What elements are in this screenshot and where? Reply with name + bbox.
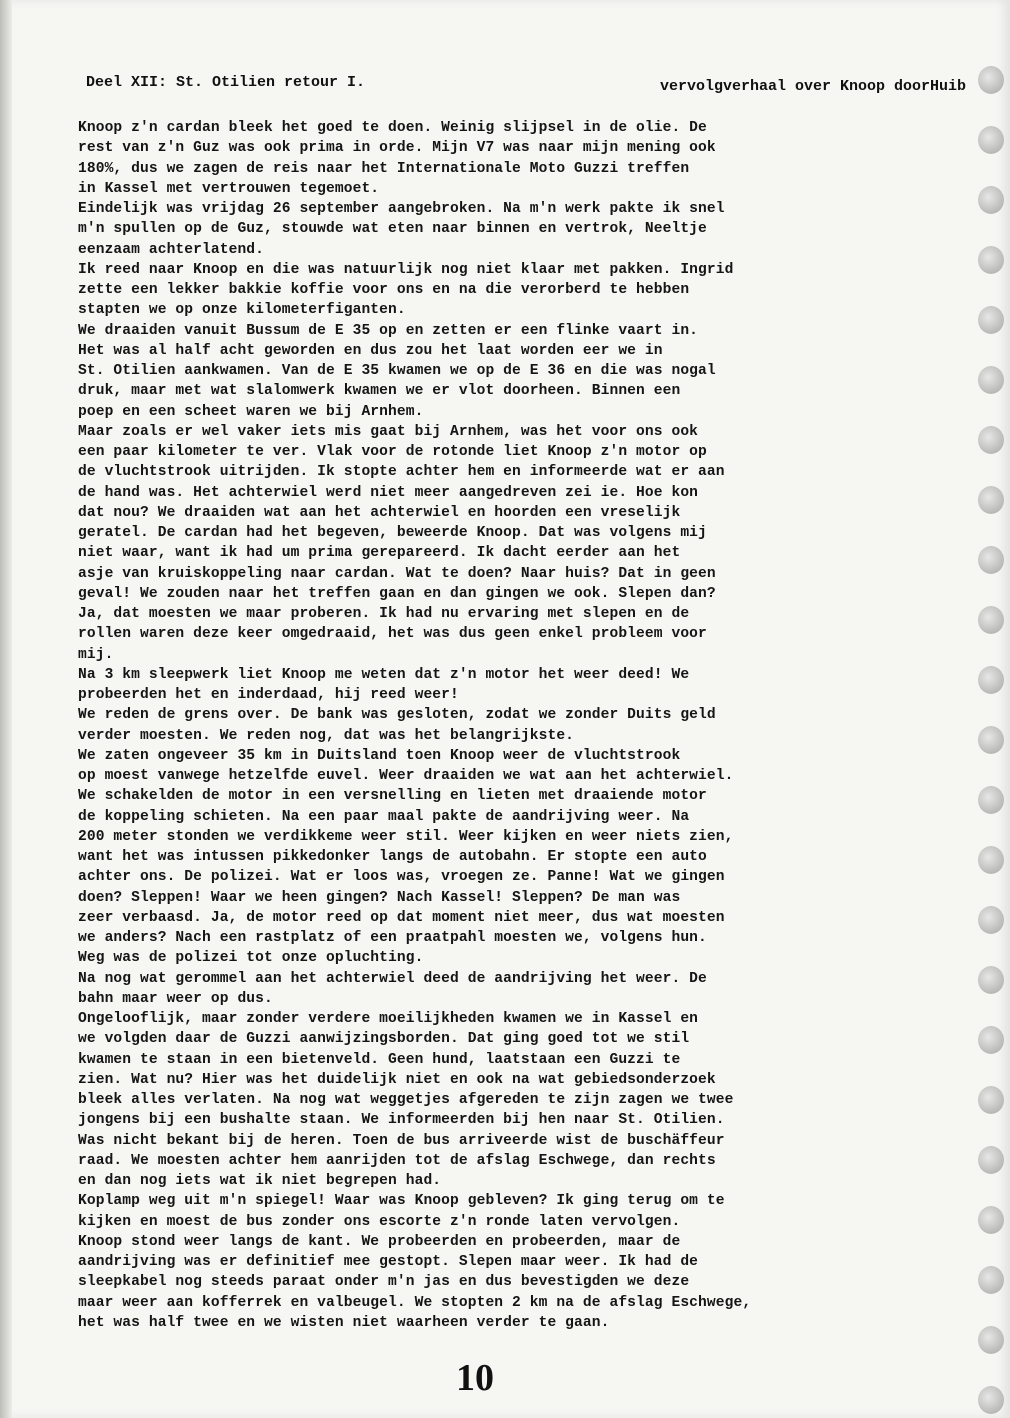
text-line: Was nicht bekant bij de heren. Toen de bus arriveerde wist de buschäffeur bbox=[78, 1132, 725, 1149]
text-line: de koppeling schieten. Na een paar maal pakte de aandrijving weer. Na bbox=[78, 808, 690, 825]
text-line: kwamen te staan in een bietenveld. Geen hund, laatstaan een Guzzi te bbox=[78, 1051, 681, 1068]
text-line: Ik reed naar Knoop en die was natuurlijk nog niet klaar met pakken. Ingrid bbox=[78, 261, 734, 278]
text-line: maar weer aan kofferrek en valbeugel. We stopten 2 km na de afslag Eschwege, bbox=[78, 1294, 752, 1311]
text-line: raad. We moesten achter hem aanrijden tot de afslag Eschwege, dan rechts bbox=[78, 1152, 716, 1169]
punch-hole bbox=[978, 666, 1004, 694]
text-line: Na 3 km sleepwerk liet Knoop me weten dat z'n motor het weer deed! We bbox=[78, 666, 690, 683]
text-line: mij. bbox=[78, 646, 114, 663]
text-line: geval! We zouden naar het treffen gaan en dan gingen we ook. Slepen dan? bbox=[78, 585, 716, 602]
punch-hole bbox=[978, 1266, 1004, 1294]
text-line: sleepkabel nog steeds paraat onder m'n jas en dus bevestigden we deze bbox=[78, 1274, 690, 1291]
punch-hole bbox=[978, 246, 1004, 274]
text-line: doen? Sleppen! Waar we heen gingen? Nach Kassel! Sleppen? De man was bbox=[78, 889, 681, 906]
text-line: kijken en moest de bus zonder ons escorte z'n ronde laten vervolgen. bbox=[78, 1213, 681, 1230]
text-line: Ongelooflijk, maar zonder verdere moeilijkheden kwamen we in Kassel en bbox=[78, 1011, 699, 1027]
text-line: in Kassel met vertrouwen tegemoet. bbox=[78, 180, 380, 197]
punch-hole bbox=[978, 966, 1004, 994]
text-line: Maar zoals er wel vaker iets mis gaat bij Arnhem, was het voor ons ook bbox=[78, 423, 699, 440]
text-line: het was half twee en we wisten niet waarheen verder te gaan. bbox=[78, 1314, 610, 1331]
article-title: Deel XII: St. Otilien retour I. bbox=[86, 74, 366, 91]
text-line: bahn maar weer op dus. bbox=[78, 990, 273, 1007]
text-line: 200 meter stonden we verdikkeme weer stil. Weer kijken en weer niets zien, bbox=[78, 828, 734, 845]
article-subtitle: vervolgverhaal over Knoop doorHuib bbox=[659, 78, 966, 95]
text-line: niet waar, want ik had um prima gerepareerd. Ik dacht eerder aan het bbox=[78, 545, 681, 562]
binder-punch-holes bbox=[974, 66, 1004, 1416]
punch-hole bbox=[978, 906, 1004, 934]
punch-hole bbox=[978, 186, 1004, 214]
text-line: Het was al half acht geworden en dus zou het laat worden eer we in bbox=[78, 342, 663, 359]
text-line: Koplamp weg uit m'n spiegel! Waar was Knoop gebleven? Ik ging terug om te bbox=[78, 1193, 725, 1210]
text-line: We schakelden de motor in een versnelling en lieten met draaiende motor bbox=[78, 788, 707, 805]
text-line: achter ons. De polizei. Wat er loos was, vroegen ze. Panne! Wat we gingen bbox=[78, 869, 725, 886]
text-line: Na nog wat gerommel aan het achterwiel deed de aandrijving het weer. De bbox=[78, 970, 707, 987]
text-line: We draaiden vanuit Bussum de E 35 op en zetten er een flinke vaart in. bbox=[78, 322, 699, 339]
text-line: m'n spullen op de Guz, stouwde wat eten naar binnen en vertrok, Neeltje bbox=[78, 221, 707, 238]
text-line: dat nou? We draaiden wat aan het achterwiel en hoorden een vreselijk bbox=[78, 504, 681, 521]
article-body bbox=[78, 118, 938, 1333]
text-line: zette een lekker bakkie koffie voor ons en na die verorberd te hebben bbox=[78, 282, 690, 298]
text-line: bleek alles verlaten. Na nog wat weggetjes afgereden te zijn zagen we twee bbox=[78, 1092, 734, 1108]
punch-hole bbox=[978, 486, 1004, 514]
text-line: de hand was. Het achterwiel werd niet meer aangedreven zei ie. Hoe kon bbox=[78, 484, 699, 501]
text-line: poep en een scheet waren we bij Arnhem. bbox=[78, 403, 424, 420]
text-line: verder moesten. We reden nog, dat was het belangrijkste. bbox=[78, 727, 575, 744]
article-header bbox=[86, 74, 966, 96]
text-line: stapten we op onze kilometerfiganten. bbox=[78, 302, 406, 319]
page-left-edge bbox=[0, 0, 12, 1418]
punch-hole bbox=[978, 1086, 1004, 1114]
page-number: 10 bbox=[456, 1357, 494, 1399]
punch-hole bbox=[978, 1206, 1004, 1234]
text-line: en dan nog iets wat ik niet begrepen had. bbox=[78, 1173, 442, 1189]
text-line: eenzaam achterlatend. bbox=[78, 241, 265, 258]
punch-hole bbox=[978, 66, 1004, 94]
text-line: want het was intussen pikkedonker langs de autobahn. Er stopte een auto bbox=[78, 849, 707, 865]
text-line: jongens bij een bushalte staan. We informeerden bij hen naar St. Otilien. bbox=[78, 1112, 725, 1129]
punch-hole bbox=[978, 546, 1004, 574]
text-line: asje van kruiskoppeling naar cardan. Wat te doen? Naar huis? Dat in geen bbox=[78, 565, 716, 582]
text-line: we anders? Nach een rastplatz of een praatpahl moesten we, volgens hun. bbox=[78, 930, 707, 946]
text-line: probeerden het en inderdaad, hij reed weer! bbox=[78, 687, 459, 703]
punch-hole bbox=[978, 306, 1004, 334]
punch-hole bbox=[978, 1386, 1004, 1414]
text-line: op moest vanwege hetzelfde euvel. Weer draaiden we wat aan het achterwiel. bbox=[78, 768, 734, 784]
punch-hole bbox=[978, 426, 1004, 454]
punch-hole bbox=[978, 1326, 1004, 1354]
text-line: een paar kilometer te ver. Vlak voor de rotonde liet Knoop z'n motor op bbox=[78, 444, 707, 460]
text-line: rest van z'n Guz was ook prima in orde. Mijn V7 was naar mijn mening ook bbox=[78, 140, 716, 157]
text-line: we volgden daar de Guzzi aanwijzingsborden. Dat ging goed tot we stil bbox=[78, 1031, 690, 1048]
text-line: Weg was de polizei tot onze opluchting. bbox=[78, 950, 424, 967]
punch-hole bbox=[978, 1146, 1004, 1174]
text-line: zeer verbaasd. Ja, de motor reed op dat moment niet meer, dus wat moesten bbox=[78, 909, 725, 926]
punch-hole bbox=[978, 606, 1004, 634]
text-line: zien. Wat nu? Hier was het duidelijk niet en ook na wat gebiedsonderzoek bbox=[78, 1071, 716, 1088]
punch-hole bbox=[978, 1026, 1004, 1054]
text-line: Knoop stond weer langs de kant. We probeerden en probeerden, maar de bbox=[78, 1233, 681, 1250]
text-line: Ja, dat moesten we maar proberen. Ik had nu ervaring met slepen en de bbox=[78, 606, 690, 622]
text-line: We reden de grens over. De bank was gesloten, zodat we zonder Duits geld bbox=[78, 707, 716, 724]
text-line: rollen waren deze keer omgedraaid, het was dus geen enkel probleem voor bbox=[78, 626, 707, 643]
text-line: St. Otilien aankwamen. Van de E 35 kwamen we op de E 36 en die was nogal bbox=[78, 363, 716, 379]
text-line: 180%, dus we zagen de reis naar het Internationale Moto Guzzi treffen bbox=[78, 160, 690, 177]
punch-hole bbox=[978, 366, 1004, 394]
punch-hole bbox=[978, 786, 1004, 814]
text-line: geratel. De cardan had het begeven, beweerde Knoop. Dat was volgens mij bbox=[78, 525, 707, 541]
text-line: Knoop z'n cardan bleek het goed te doen. Weinig slijpsel in de olie. De bbox=[78, 120, 707, 136]
text-line: druk, maar met wat slalomwerk kwamen we er vlot doorheen. Binnen een bbox=[78, 383, 681, 400]
text-line: We zaten ongeveer 35 km in Duitsland toen Knoop weer de vluchtstrook bbox=[78, 747, 681, 764]
punch-hole bbox=[978, 126, 1004, 154]
text-line: aandrijving was er definitief mee gestopt. Slepen maar weer. Ik had de bbox=[78, 1254, 699, 1270]
punch-hole bbox=[978, 726, 1004, 754]
punch-hole bbox=[978, 846, 1004, 874]
text-line: Eindelijk was vrijdag 26 september aangebroken. Na m'n werk pakte ik snel bbox=[78, 201, 725, 217]
text-line: de vluchtstrook uitrijden. Ik stopte achter hem en informeerde wat er aan bbox=[78, 464, 725, 481]
